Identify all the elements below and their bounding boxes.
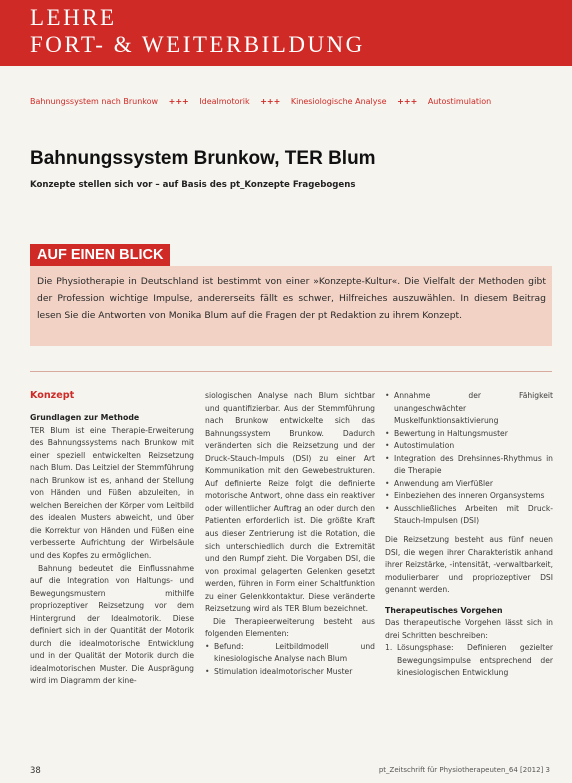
list-item: • Annahme der Fähigkeit unangeschwächter Muskelfunktionsaktivierung xyxy=(385,390,553,428)
topic-item: Kinesiologische Analyse xyxy=(290,97,387,106)
topic-separator: +++ xyxy=(260,97,281,106)
summary-text: Die Physiotherapie in Deutschland ist bestimmt von einer »Konzepte-Kultur«. Die Vielfalt der Methoden gibt der Profession wichtige Impulse, andererseits fällt es schwer, Hilfreiches auszuwählen. In diesem Beitrag lesen Sie die Antworten von Monika Blum auf die Fragen der pt Redaktion zu ihrem Konzept. xyxy=(37,276,546,321)
list-item: • Anwendung am Vierfüßler xyxy=(385,478,553,491)
topic-item: Bahnungssystem nach Brunkow xyxy=(30,97,159,106)
topic-item: Autostimulation xyxy=(427,97,492,106)
element-list xyxy=(385,390,553,528)
topic-strip xyxy=(30,97,550,106)
list-item: 1. Lösungsphase: Definieren gezielter Bewegungsimpulse entsprechend der kinesiologischen Entwicklung xyxy=(385,642,553,680)
text-column-1 xyxy=(30,390,194,762)
list-item: • Stimulation idealmotorischer Muster xyxy=(205,666,375,679)
step-list xyxy=(385,642,553,680)
section-banner xyxy=(0,0,572,66)
list-item: • Befund: Leitbildmodell und kinesiologische Analyse nach Blum xyxy=(205,641,375,666)
paragraph: Die Therapieerweiterung besteht aus folgenden Elementen: xyxy=(205,616,375,639)
article-subtitle: Konzepte stellen sich vor – auf Basis des pt_Konzepte Fragebogens xyxy=(30,180,356,190)
text-column-3 xyxy=(385,390,553,762)
journal-footer: pt_Zeitschrift für Physiotherapeuten_64 [2012] 3 xyxy=(378,766,550,774)
list-item: • Ausschließliches Arbeiten mit Druck-Stauch-Impulsen (DSI) xyxy=(385,503,553,528)
banner-line-1: LEHRE xyxy=(30,5,117,30)
topic-separator: +++ xyxy=(397,97,418,106)
page-number: 38 xyxy=(30,766,41,776)
subheading: Therapeutisches Vorgehen xyxy=(385,605,503,615)
topic-separator: +++ xyxy=(168,97,189,106)
section-heading: Konzept xyxy=(30,390,75,401)
element-list xyxy=(205,641,375,679)
list-item: • Integration des Drehsinnes-Rhythmus in die Therapie xyxy=(385,453,553,478)
list-item: • Autostimulation xyxy=(385,440,553,453)
list-item: • Bewertung in Haltungsmuster xyxy=(385,428,553,441)
subheading: Grundlagen zur Methode xyxy=(30,413,140,422)
article-title: Bahnungssystem Brunkow, TER Blum xyxy=(30,148,376,169)
paragraph: TER Blum ist eine Therapie-Erweiterung des Bahnungssystems nach Brunkow mit einer speziell entwickelten Reizsetzung nach Blum. Das Leitziel der Stemmführung nach Brunkow ist es, anhand der Stellung von Händen und Füßen abzuleiten, in welchen Bereichen der Körper vom Leitbild des idealen Musters abweicht, und über die Korrektur von Händen und Füßen eine verbesserte Aufrichtung der Wirbelsäule und des Kopfes zu ermöglichen. xyxy=(30,425,194,561)
summary-heading: AUF EINEN BLICK xyxy=(30,244,170,266)
paragraph: siologischen Analyse nach Blum sichtbar und quantifizierbar. Aus der Stemmführung nach Brunkow entwickelte sich das Bahnungssystem Brunkow. Dadurch veränderten sich die Reizsetzung und der Druck-Stauch-Impuls (DSI) zu einer Art Kommunikation mit den Gewebestrukturen. Auf definierte Reize folgt die definierte motorische Antwort, ohne dass ein reaktiver oder willentlicher Auftrag an oder durch den Patienten erforderlich ist. Die größte Kraft aus dieser Zentrierung ist die Rotation, die sich unterschiedlich durch die Extremität und den Rumpf zieht. Die Vorgaben DSI, die von proximal gelagerten Gelenken gesetzt werden, führen in Form einer Schaltfunktion zu einer Gelenkkontaktur. Diese veränderte Reizsetzung wird als TER Blum bezeichnet. xyxy=(205,391,375,614)
topic-item: Idealmotorik xyxy=(199,97,250,106)
paragraph: Die Reizsetzung besteht aus fünf neuen DSI, die wegen ihrer Charakteristik anhand ihrer Reizstärke, -intensität, -verwaltbarkeit, modulierbarer und propriozeptiver DSI genannt werden. xyxy=(385,535,553,595)
paragraph: Das therapeutische Vorgehen lässt sich in drei Schritten beschreiben: xyxy=(385,618,553,640)
text-column-2 xyxy=(205,390,375,762)
summary-box xyxy=(30,266,552,346)
list-item: • Einbeziehen des inneren Organsystems xyxy=(385,490,553,503)
section-divider xyxy=(30,371,552,372)
banner-line-2: FORT- & WEITERBILDUNG xyxy=(30,32,365,57)
paragraph: Bahnung bedeutet die Einflussnahme auf die Integration von Haltungs- und Bewegungsmustern mithilfe propriozeptiver Reizsetzung vor dem Hintergrund der Idealmotorik. Diese definiert sich in der Quantität der Motorik durch die idealmotorische Entwicklung und in der Qualität der Motorik durch die idealmotorischen Muster. Die Ausprägung wird im Diagramm der kine- xyxy=(30,563,194,686)
